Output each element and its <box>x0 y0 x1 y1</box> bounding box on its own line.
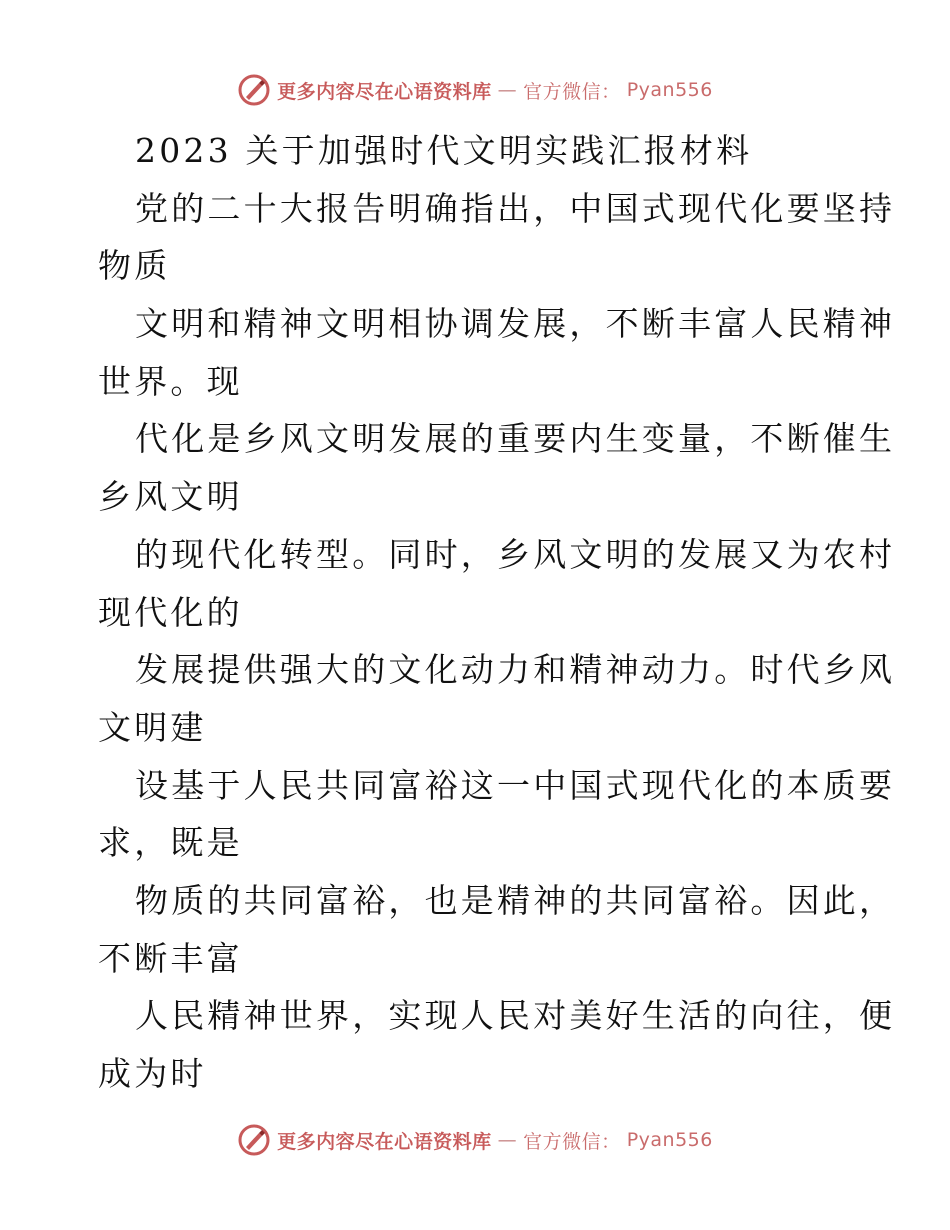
watermark-contact-id: Pyan556 <box>626 79 713 101</box>
text-line: 乡风文明 <box>98 477 243 517</box>
watermark-contact-label: 官方微信： <box>523 80 621 103</box>
watermark-contact-id: Pyan556 <box>626 1129 713 1151</box>
text-line: 世界。现 <box>98 361 243 401</box>
text-line: 成为时 <box>98 1054 207 1093</box>
footer-watermark <box>0 1120 950 1160</box>
text-line: 发展提供强大的文化动力和精神动力。时代乡风 <box>135 650 896 690</box>
text-line: 设基于人民共同富裕这一中国式现代化的本质要 <box>135 765 896 805</box>
pen-logo-icon <box>237 1123 271 1157</box>
text-line: 求，既是 <box>98 823 243 863</box>
pen-logo-icon <box>237 73 271 107</box>
header-watermark <box>0 70 950 110</box>
text-line: 文明建 <box>98 707 207 747</box>
watermark-contact-label: 官方微信： <box>523 1130 621 1153</box>
document-title: 2023 关于加强时代文明实践汇报材料 <box>135 131 753 170</box>
text-line: 物质 <box>98 246 171 286</box>
watermark-dash: — <box>497 1129 518 1151</box>
watermark-dash: — <box>497 79 518 101</box>
document-body <box>98 122 896 1103</box>
text-line: 物质的共同富裕，也是精神的共同富裕。因此， <box>135 880 896 920</box>
watermark-main-text: 更多内容尽在心语资料库 <box>277 1130 492 1153</box>
text-line: 的现代化转型。同时，乡风文明的发展又为农村 <box>135 534 896 574</box>
text-line: 不断丰富 <box>98 938 243 978</box>
text-line: 代化是乡风文明发展的重要内生变量，不断催生 <box>135 419 896 459</box>
text-line: 现代化的 <box>98 592 243 632</box>
text-line: 人民精神世界，实现人民对美好生活的向往，便 <box>135 996 896 1036</box>
text-line: 党的二十大报告明确指出，中国式现代化要坚持 <box>135 188 896 228</box>
watermark-main-text: 更多内容尽在心语资料库 <box>277 80 492 103</box>
text-line: 文明和精神文明相协调发展，不断丰富人民精神 <box>135 304 896 344</box>
